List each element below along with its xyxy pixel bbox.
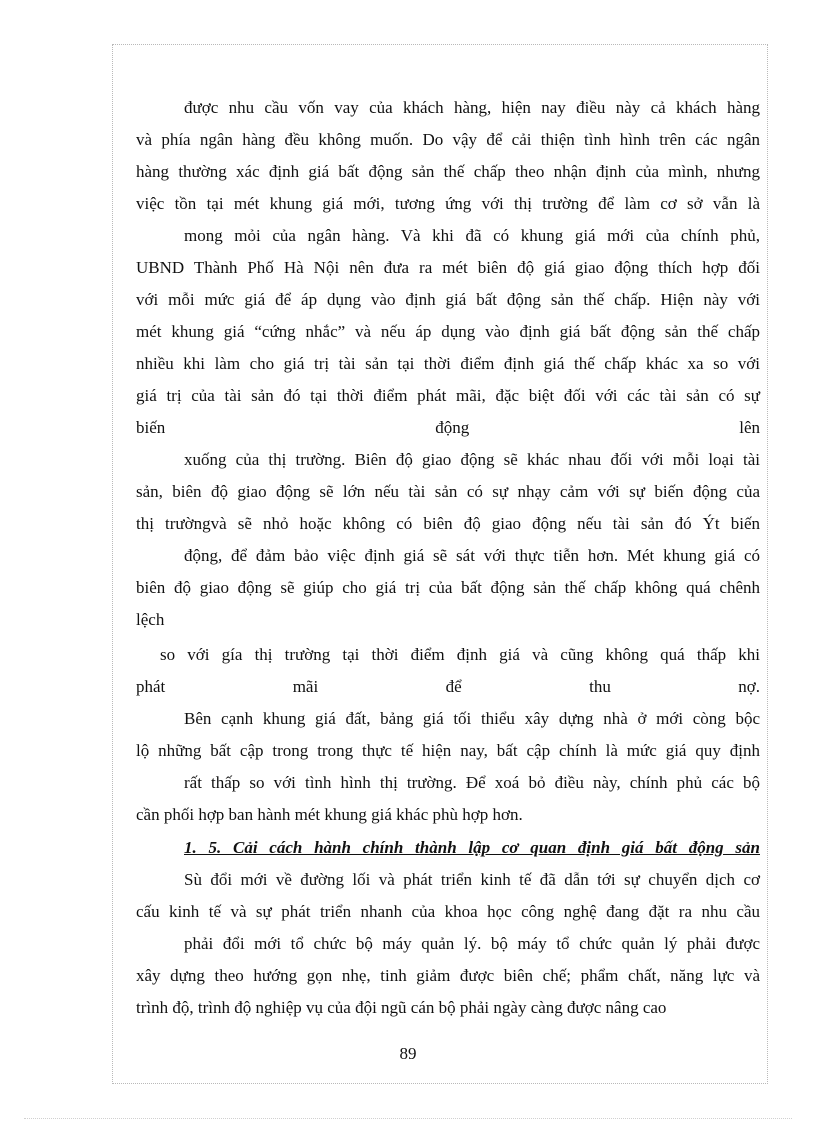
text-line: Bên cạnh khung giá đất, bảng giá tối thiểu xây dựng nhà ở mới còng bộc [184,709,760,728]
page-divider [24,1118,792,1119]
text-line: lệch [136,610,165,629]
text-line: UBND Thành Phố Hà Nội nên đưa ra mét biên độ giá giao động thích hợp đối [136,258,760,277]
text-line: trình độ, trình độ nghiệp vụ của đội ngũ cán bộ phải ngày càng được nâng cao [136,998,667,1017]
text-line: biên độ giao động sẽ giúp cho giá trị của bất động sản thế chấp không quá chênh [136,578,760,597]
text-line: cấu kinh tế và sự phát triển nhanh của khoa học công nghệ đang đặt ra nhu cầu [136,902,760,921]
page-number: 89 [399,1044,417,1063]
text-line: sản, biên độ giao động sẽ lớn nếu tài sản có sự nhạy cảm với sự biến động của [136,482,760,501]
text-line: nhiều khi làm cho giá trị tài sản tại thời điểm định giá thế chấp khác xa so với [136,354,760,373]
text-line: mong mỏi của ngân hàng. Và khi đã có khung giá mới của chính phủ, [184,226,760,245]
text-line: so với gía thị trường tại thời điểm định giá và cũng không quá thấp khi [160,645,760,664]
text-line: hàng thường xác định giá bất động sản thế chấp theo nhận định của mình, nhưng [136,162,760,181]
text-line: phát mãi để thu nợ. [136,677,760,696]
text-line: và phía ngân hàng đều không muốn. Do vậy để cải thiện tình hình trên các ngân [136,130,760,149]
text-line: thị trườngvà sẽ nhỏ hoặc không có biên độ giao động nếu tài sản đó Ýt biến [136,514,760,533]
text-line: phải đổi mới tổ chức bộ máy quản lý. bộ máy tổ chức quản lý phải được [184,934,760,953]
text-line: việc tồn tại mét khung giá mới, tương ứng với thị trường để làm cơ sở vẫn là [136,194,760,213]
section-heading: 1. 5. Cải cách hành chính thành lập cơ quan định giá bất động sản [184,838,760,857]
text-line: cần phối hợp ban hành mét khung giá khác phù hợp hơn. [136,805,523,824]
text-line: xuống của thị trường. Biên độ giao động sẽ khác nhau đối với mỗi loại tài [184,450,760,469]
text-line: rất thấp so với tình hình thị trường. Để xoá bỏ điều này, chính phủ các bộ [184,773,760,792]
text-line: mét khung giá “cứng nhắc” và nếu áp dụng vào định giá bất động sản thế chấp [136,322,760,341]
text-line: Sù đổi mới về đường lối và phát triển kinh tế đã dẫn tới sự chuyển dịch cơ [184,870,760,889]
text-line: lộ những bất cập trong trong thực tế hiện nay, bất cập chính là mức giá quy định [136,741,760,760]
text-line: giá trị của tài sản đó tại thời điểm phát mãi, đặc biệt đối với các tài sản có sự [136,386,760,405]
text-line: động, để đảm bảo việc định giá sẽ sát với thực tiễn hơn. Mét khung giá có [184,546,760,565]
text-line: xây dựng theo hướng gọn nhẹ, tinh giảm được biên chế; phẩm chất, năng lực và [136,966,760,985]
text-line: biến động lên [136,418,760,437]
text-line: được nhu cầu vốn vay của khách hàng, hiện nay điều này cả khách hàng [184,98,760,117]
text-line: với mỗi mức giá để áp dụng vào định giá bất động sản thế chấp. Hiện này với [136,290,760,309]
